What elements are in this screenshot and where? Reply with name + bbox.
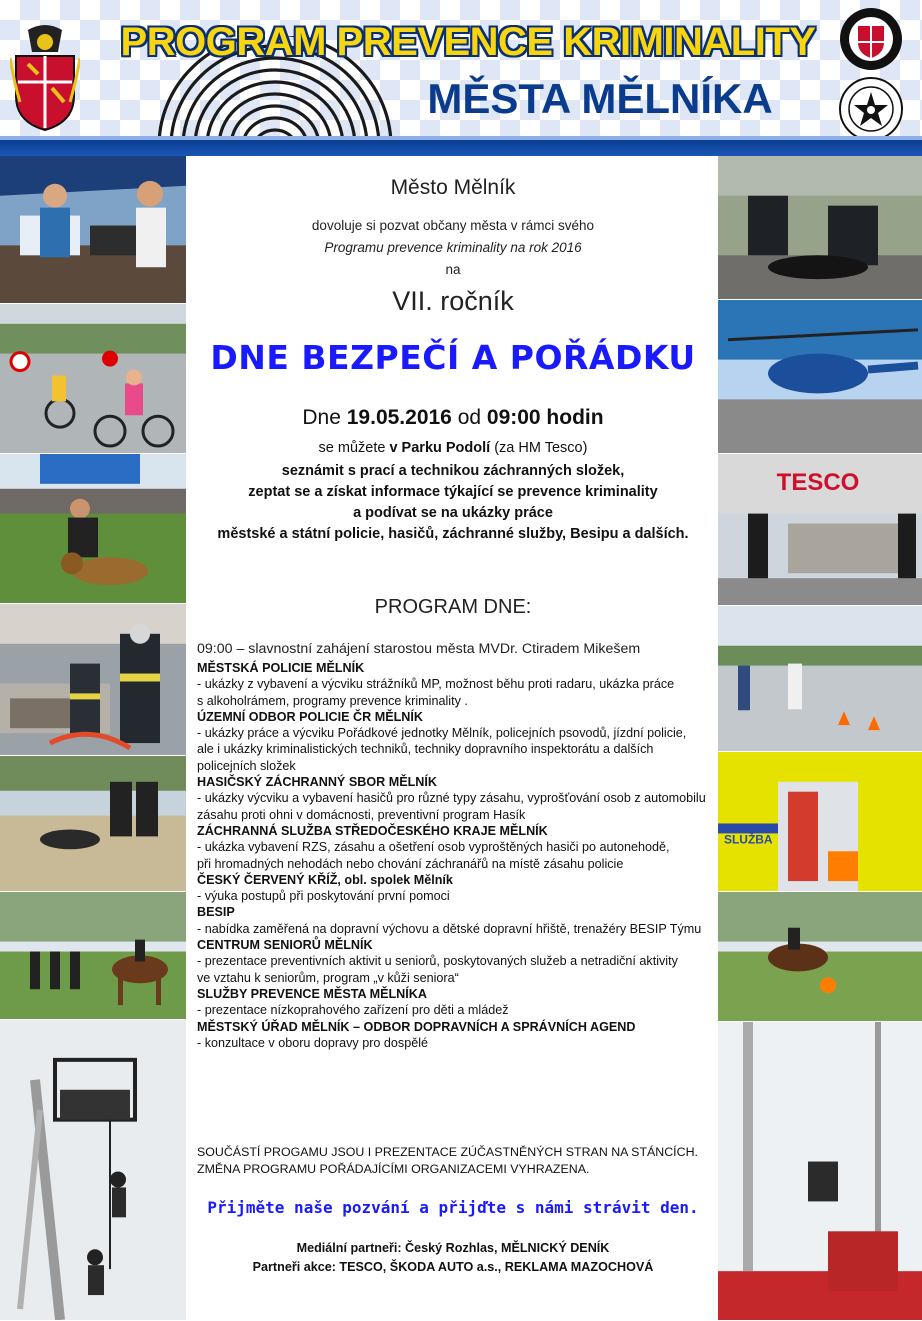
program-section-line: při hromadných nehodách nebo chování záchranářů na místě zásahu policie xyxy=(197,856,624,871)
program-title: PROGRAM DNE: xyxy=(374,596,532,618)
city-police-seal-icon xyxy=(838,6,904,72)
photo-firefighters-car xyxy=(0,604,186,756)
program-section-heading: CENTRUM SENIORŮ MĚLNÍK xyxy=(197,938,373,953)
program-section-line: - ukázky z vybavení a výcviku strážníků MP, možnost běhu proti radaru, ukázka práce xyxy=(197,677,675,692)
event-place: se můžete v Parku Podolí (za HM Tesco) xyxy=(318,440,588,456)
banner-title-line1: PROGRAM PREVENCE KRIMINALITY xyxy=(120,20,816,64)
melnik-coat-of-arms-icon xyxy=(10,22,80,132)
program-section-line: - konzultace v oboru dopravy pro dospělé xyxy=(197,1035,429,1050)
photo-rescue-crane xyxy=(0,1020,186,1321)
program-section-heading: ÚZEMNÍ ODBOR POLICIE ČR MĚLNÍK xyxy=(197,709,423,724)
program-section-heading: MĚSTSKÝ ÚŘAD MĚLNÍK – ODBOR DOPRAVNÍCH A SPRÁVNÍCH AGEND xyxy=(197,1019,636,1034)
photo-police-stand xyxy=(0,156,186,304)
ambulance-label: SLUŽBA xyxy=(724,832,773,847)
event-date: Dne 19.05.2016 od 09:00 hodin xyxy=(302,406,604,429)
program-section-heading: SLUŽBY PREVENCE MĚSTA MĚLNÍKA xyxy=(197,986,427,1001)
header-banner xyxy=(0,0,922,156)
edition-year: VII. ročník xyxy=(392,286,514,316)
photo-ambulance xyxy=(718,752,922,892)
banner-title-line2: MĚSTA MĚLNÍKA xyxy=(427,75,773,122)
media-partners: Mediální partneři: Český Rozhlas, MĚLNICKÝ DENÍK xyxy=(296,1241,610,1255)
program-section-heading: HASIČSKÝ ZÁCHRANNÝ SBOR MĚLNÍK xyxy=(197,775,437,790)
program-section-heading: BESIP xyxy=(197,905,235,920)
photo-police-training xyxy=(718,156,922,300)
photo-police-dog xyxy=(0,454,186,604)
program-section-line: - nabídka zaměřená na dopravní výchovu a dětské dopravní hřiště, trenažéry BESIP Týmu xyxy=(197,921,702,936)
photo-firefighter-ladder xyxy=(718,1022,922,1321)
invitation-content xyxy=(188,156,718,1321)
photo-police-helicopter xyxy=(718,300,922,454)
photo-police-intervention xyxy=(718,454,922,606)
photo-traffic-course xyxy=(718,606,922,752)
program-opening: 09:00 – slavnostní zahájení starostou města MVDr. Ctiradem Mikešem xyxy=(197,641,641,657)
tesco-sign: TESCO xyxy=(776,468,860,496)
partners xyxy=(188,1239,718,1277)
program-section-heading: ZÁCHRANNÁ SLUŽBA STŘEDOČESKÉHO KRAJE MĚLNÍK xyxy=(197,823,548,838)
closing-line-1: SOUČÁSTÍ PROGAMU JSOU I PREZENTACE ZÚČASTNĚNÝCH STRAN NA STÁNCÍCH. xyxy=(197,1145,698,1159)
event-description: seznámit s prací a technikou záchranných složek, zeptat se a získat informace týkající se prevence kriminality a podívat se na ukázky práce městské a státní policie, hasičů, záchranné služby, Besipu a dalších. xyxy=(217,463,689,542)
event-partners: Partneři akce: TESCO, ŠKODA AUTO a.s., REKLAMA MAZOCHOVÁ xyxy=(252,1260,654,1274)
photo-horse-fall xyxy=(718,892,922,1022)
city-name: Město Mělník xyxy=(390,176,516,199)
program-section-line: - prezentace preventivních aktivit u seniorů, poskytovaných služeb a netradiční aktivity xyxy=(197,954,678,969)
closing-notes xyxy=(197,1144,698,1178)
program-section-line: - ukázky práce a výcviku Pořádkové jednotky Mělník, policejních psovodů, jízdní policie, xyxy=(197,726,687,741)
event-title: DNE BEZPEČÍ A POŘÁDKU xyxy=(210,338,696,377)
program-section-line: - prezentace nízkoprahového zařízení pro děti a mládež xyxy=(197,1003,509,1018)
program-list xyxy=(197,640,727,1051)
invite-line-1: dovoluje si pozvat občany města v rámci svého xyxy=(311,218,595,233)
closing-line-2: ZMĚNA PROGRAMU POŘÁDAJÍCÍMI ORGANIZACEMI VYHRAZENA. xyxy=(197,1162,590,1176)
program-section-line: - ukázky výcviku a vybavení hasičů pro různé typy zásahu, vyprošťování osob z automobilu xyxy=(197,791,706,806)
photo-mounted-police xyxy=(0,892,186,1020)
program-section-line: policejních složek xyxy=(197,758,296,773)
program-section-heading: MĚSTSKÁ POLICIE MĚLNÍK xyxy=(197,661,365,675)
program-section-heading: ČESKÝ ČERVENÝ KŘÍŽ, obl. spolek Mělník xyxy=(197,872,453,887)
program-section-line: - výuka postupů při poskytování první pomoci xyxy=(197,889,450,904)
invite-line-3: na xyxy=(445,262,461,277)
banner-bottom-bar xyxy=(0,140,922,156)
program-section-line: s alkoholrámem, programy prevence kriminality . xyxy=(197,693,468,708)
welcome-message: Přijměte naše pozvání a přijďte s námi strávit den. xyxy=(207,1198,699,1217)
photo-kids-cycling xyxy=(0,304,186,454)
program-section-line: - ukázka vybavení RZS, zásahu a ošetření osob vyproštěných hasiči po autonehodě, xyxy=(197,840,670,855)
program-section-line: zásahu proti ohni v domácnosti, preventivní program Hasík xyxy=(197,807,526,822)
czech-police-seal-icon xyxy=(838,76,904,142)
program-section-line: ale i ukázky kriminalistických techniků, techniky dopravního inspektorátu a dalších xyxy=(197,742,654,757)
program-section-line: ve vztahu k seniorům, program „v kůži seniora“ xyxy=(197,970,459,985)
photo-police-arrest xyxy=(0,756,186,892)
invite-line-2: Programu prevence kriminality na rok 2016 xyxy=(324,240,582,255)
